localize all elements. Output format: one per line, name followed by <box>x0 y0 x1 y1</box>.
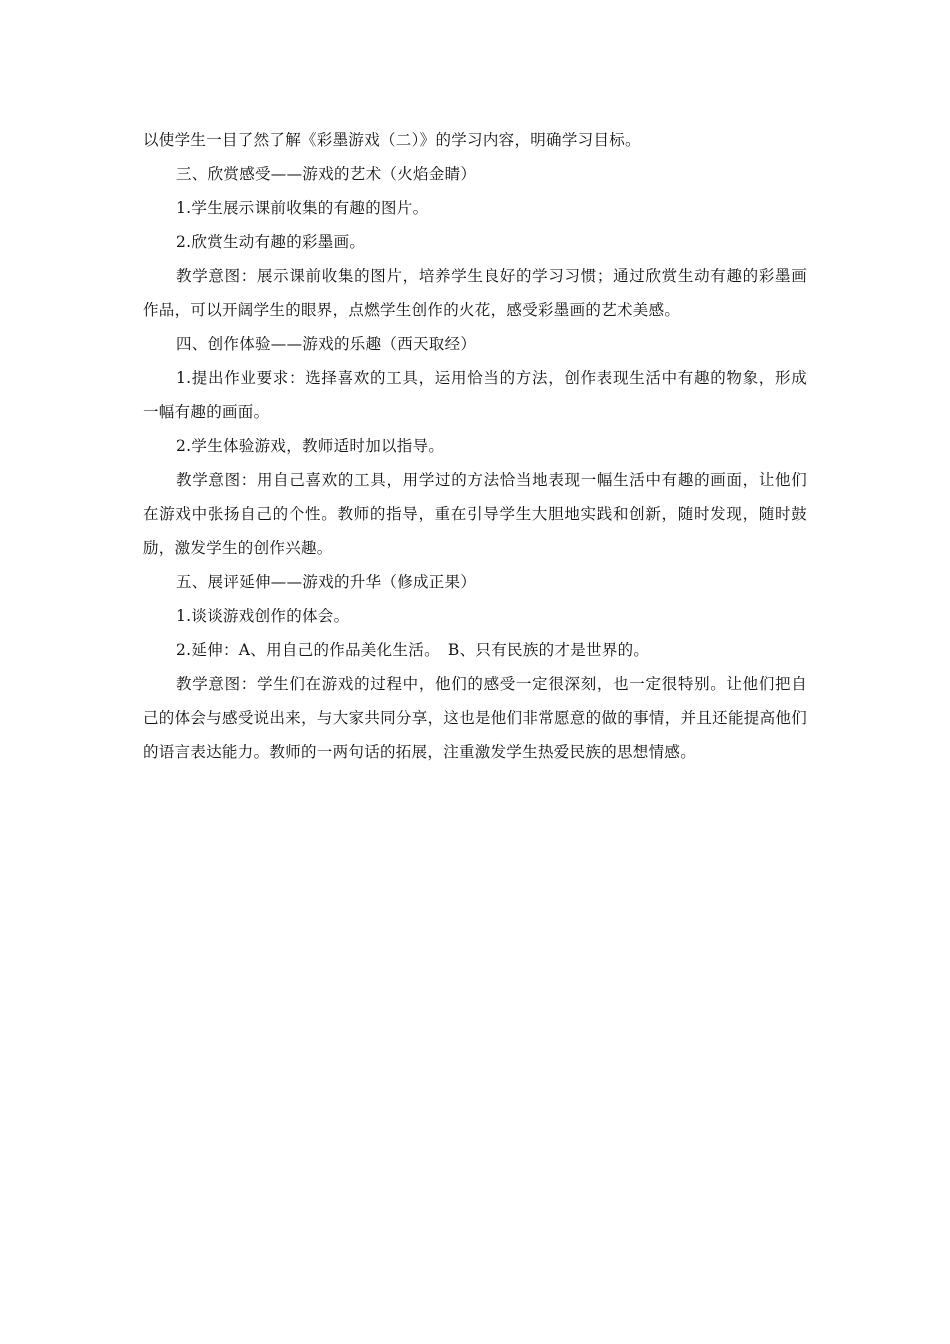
paragraph-intro-continuation: 以使学生一目了然了解《彩墨游戏（二）》的学习内容，明确学习目标。 <box>143 131 641 149</box>
list-item: 2.延伸：A、用自己的作品美化生活。 B、只有民族的才是世界的。 <box>176 641 650 659</box>
list-item: 2.学生体验游戏，教师适时加以指导。 <box>176 437 445 455</box>
section-heading-5: 五、展评延伸——游戏的升华（修成正果） <box>176 573 477 591</box>
list-item: 1.学生展示课前收集的有趣的图片。 <box>176 199 429 217</box>
list-item: 1.提出作业要求：选择喜欢的工具，运用恰当的方法，创作表现生活中有趣的物象，形成一幅有趣的画面。 <box>143 369 807 421</box>
teaching-intent-paragraph: 教学意图：展示课前收集的图片，培养学生良好的学习习惯；通过欣赏生动有趣的彩墨画作品，可以开阔学生的眼界，点燃学生创作的火花，感受彩墨画的艺术美感。 <box>143 267 807 319</box>
teaching-intent-paragraph: 教学意图：学生们在游戏的过程中，他们的感受一定很深刻，也一定很特别。让他们把自己的体会与感受说出来，与大家共同分享，这也是他们非常愿意的做的事情，并且还能提高他们的语言表达能力。教师的一两句话的拓展，注重激发学生热爱民族的思想情感。 <box>143 675 807 761</box>
document-body <box>143 123 807 769</box>
list-item: 1.谈谈游戏创作的体会。 <box>176 607 350 625</box>
teaching-intent-paragraph: 教学意图：用自己喜欢的工具，用学过的方法恰当地表现一幅生活中有趣的画面，让他们在游戏中张扬自己的个性。教师的指导，重在引导学生大胆地实践和创新，随时发现，随时鼓励，激发学生的创作兴趣。 <box>143 471 807 557</box>
section-heading-3: 三、欣赏感受——游戏的艺术（火焰金睛） <box>176 165 477 183</box>
list-item: 2.欣赏生动有趣的彩墨画。 <box>176 233 366 251</box>
section-heading-4: 四、创作体验——游戏的乐趣（西天取经） <box>176 335 477 353</box>
